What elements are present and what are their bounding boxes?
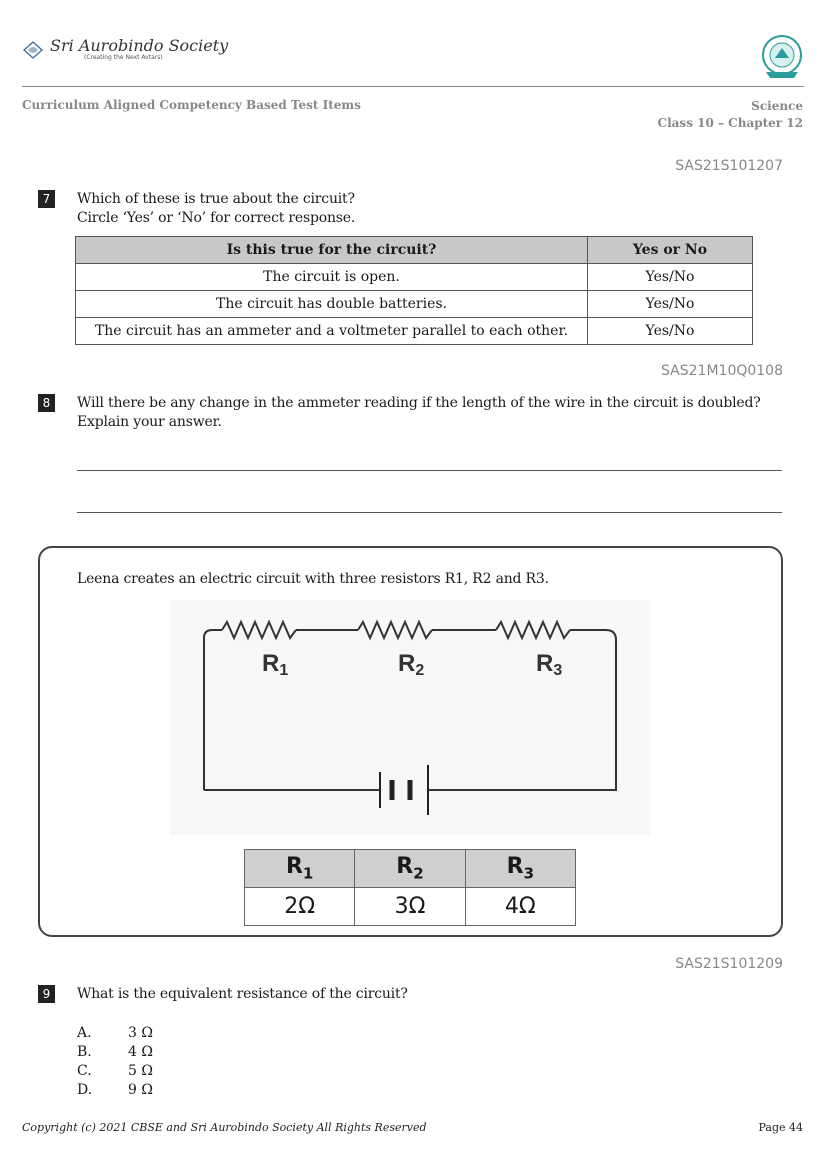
q8-number: 8	[38, 394, 55, 412]
q8-code: SAS21M10Q0108	[661, 363, 783, 379]
header-divider	[22, 86, 804, 87]
q8-line2: Explain your answer.	[77, 414, 222, 430]
org-tagline: (Creating the Next Avtars)	[84, 54, 163, 61]
copyright: Copyright (c) 2021 CBSE and Sri Aurobindo Society All Rights Reserved	[22, 1121, 427, 1134]
q7-answer[interactable]: Yes/No	[588, 291, 753, 318]
org-name: Sri Aurobindo Society	[50, 36, 229, 55]
q7-line2: Circle ‘Yes’ or ‘No’ for correct response.	[77, 210, 356, 226]
resistor-values-table	[244, 849, 576, 926]
table-row	[76, 291, 753, 318]
q7-number: 7	[38, 190, 55, 208]
option-c[interactable]: 5 Ω	[128, 1063, 153, 1079]
r2-label: R2	[398, 650, 425, 679]
q7-statement: The circuit has an ammeter and a voltmeter parallel to each other.	[76, 318, 588, 345]
q7-header-answer: Yes or No	[588, 237, 753, 264]
table-row	[76, 318, 753, 345]
q7-table	[75, 236, 753, 345]
q9-code: SAS21S101209	[675, 956, 783, 972]
circuit-diagram	[170, 600, 650, 835]
table-row	[245, 850, 576, 888]
option-b-letter: B.	[77, 1044, 92, 1060]
subject-info	[658, 98, 803, 132]
q7-text	[77, 190, 355, 228]
q8-line1: Will there be any change in the ammeter reading if the length of the wire in the circuit is doubled?	[77, 395, 761, 411]
option-a-letter: A.	[77, 1025, 92, 1041]
cbse-seal-icon	[760, 34, 804, 80]
lotus-logo-icon	[22, 40, 44, 60]
table-row	[76, 264, 753, 291]
curriculum-title: Curriculum Aligned Competency Based Test Items	[22, 98, 361, 112]
r1-header: $R_1$	[245, 850, 355, 888]
q8-text	[77, 394, 783, 432]
org-logo	[22, 38, 228, 61]
option-a[interactable]: 3 Ω	[128, 1025, 153, 1041]
q7-code: SAS21S101207	[675, 158, 783, 174]
option-b[interactable]: 4 Ω	[128, 1044, 153, 1060]
answer-line[interactable]	[77, 512, 782, 513]
answer-line[interactable]	[77, 470, 782, 471]
q9-number: 9	[38, 985, 55, 1003]
q7-line1: Which of these is true about the circuit?	[77, 191, 355, 207]
q7-statement: The circuit is open.	[76, 264, 588, 291]
r1-label: R1	[262, 650, 289, 679]
r2-header: $R_2$	[355, 850, 465, 888]
option-c-letter: C.	[77, 1063, 92, 1079]
table-row	[245, 888, 576, 926]
r2-value: 3Ω	[355, 888, 465, 926]
passage-text: Leena creates an electric circuit with three resistors R1, R2 and R3.	[77, 571, 549, 587]
subject: Science	[751, 99, 803, 113]
q9-text: What is the equivalent resistance of the circuit?	[77, 986, 408, 1002]
r3-value: 4Ω	[465, 888, 575, 926]
option-d-letter: D.	[77, 1082, 93, 1098]
r3-label: R3	[536, 650, 563, 679]
q7-answer[interactable]: Yes/No	[588, 318, 753, 345]
r3-header: $R_3$	[465, 850, 575, 888]
q7-answer[interactable]: Yes/No	[588, 264, 753, 291]
option-d[interactable]: 9 Ω	[128, 1082, 153, 1098]
r1-value: 2Ω	[245, 888, 355, 926]
q7-header-statement: Is this true for the circuit?	[76, 237, 588, 264]
q7-statement: The circuit has double batteries.	[76, 291, 588, 318]
class-chapter: Class 10 – Chapter 12	[657, 116, 803, 130]
page-number: Page 44	[758, 1121, 803, 1134]
